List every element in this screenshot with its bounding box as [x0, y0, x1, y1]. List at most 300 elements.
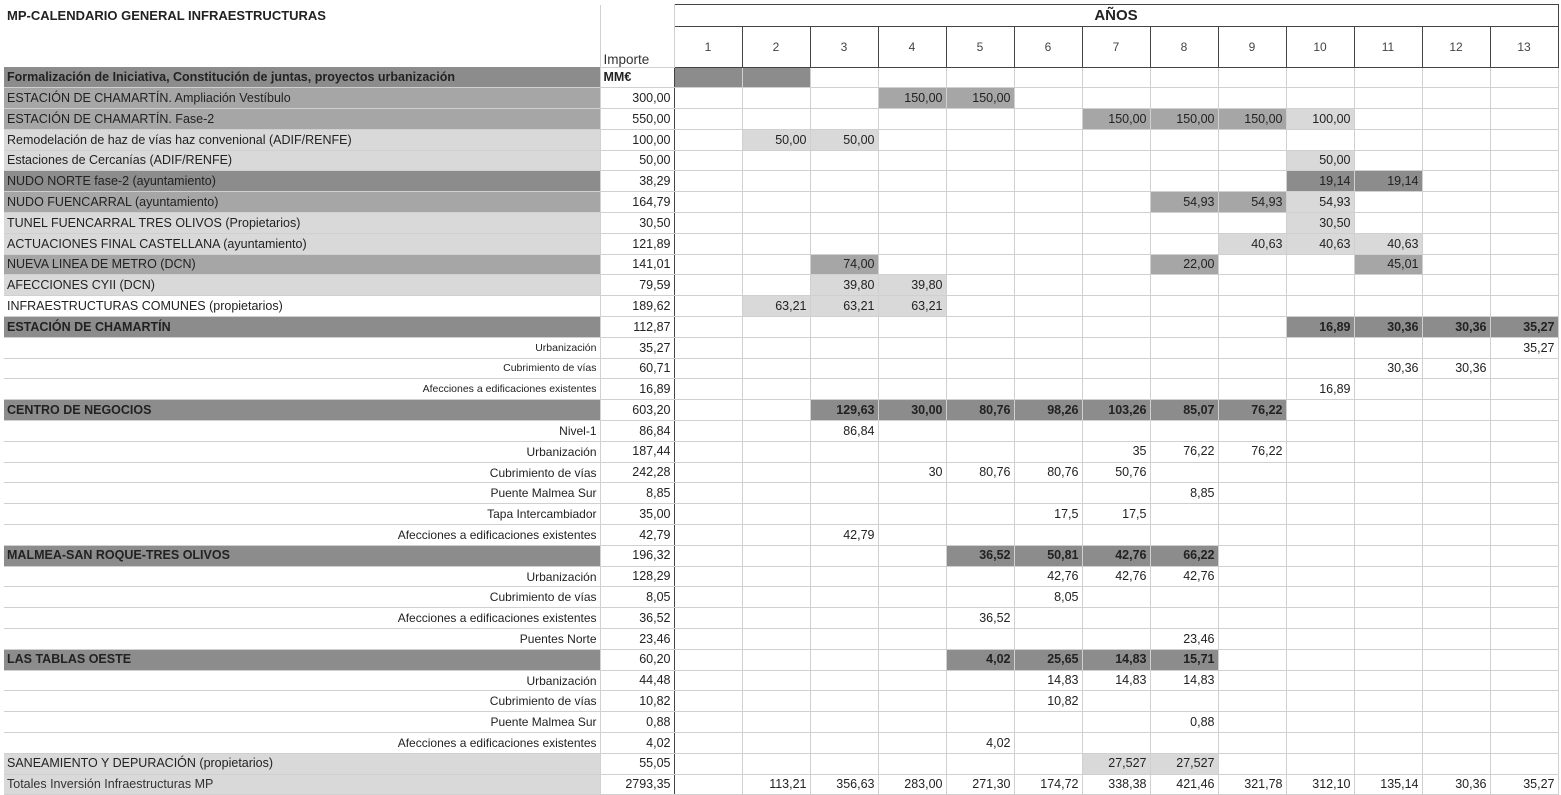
year-cell-3	[810, 483, 878, 504]
year-header-4: 4	[878, 27, 946, 68]
year-cell-7	[1082, 233, 1150, 254]
year-cell-7: 103,26	[1082, 400, 1150, 421]
year-cell-6	[1014, 109, 1082, 130]
year-cell-2	[742, 441, 810, 462]
year-cell-8	[1150, 733, 1218, 754]
year-cell-10	[1286, 587, 1354, 608]
year-cell-3	[810, 712, 878, 733]
year-cell-11	[1354, 88, 1422, 109]
year-cell-3	[810, 213, 878, 234]
year-cell-5	[946, 358, 1014, 379]
table-row	[4, 670, 1558, 691]
year-cell-9	[1218, 150, 1286, 171]
year-cell-13	[1490, 88, 1558, 109]
year-cell-9	[1218, 753, 1286, 774]
table-row	[4, 525, 1558, 546]
year-cell-9	[1218, 213, 1286, 234]
year-cell-11	[1354, 712, 1422, 733]
totals-year-12: 30,36	[1422, 774, 1490, 795]
year-cell-3	[810, 317, 878, 338]
year-cell-2	[742, 483, 810, 504]
year-cell-1	[674, 317, 742, 338]
year-cell-5	[946, 421, 1014, 442]
year-cell-10	[1286, 88, 1354, 109]
year-header-9: 9	[1218, 27, 1286, 68]
year-cell-7: 14,83	[1082, 670, 1150, 691]
year-cell-11	[1354, 691, 1422, 712]
year-cell-6	[1014, 129, 1082, 150]
year-cell-10	[1286, 691, 1354, 712]
year-cell-7	[1082, 192, 1150, 213]
year-cell-9: 54,93	[1218, 192, 1286, 213]
year-cell-6	[1014, 421, 1082, 442]
year-cell-12	[1422, 213, 1490, 234]
year-cell-4	[878, 753, 946, 774]
year-cell-1	[674, 150, 742, 171]
year-cell-3: 74,00	[810, 254, 878, 275]
row-importe: 128,29	[600, 566, 674, 587]
year-cell-9	[1218, 545, 1286, 566]
year-cell-2	[742, 421, 810, 442]
year-cell-4	[878, 379, 946, 400]
year-cell-10	[1286, 400, 1354, 421]
year-cell-11	[1354, 109, 1422, 130]
row-importe: 603,20	[600, 400, 674, 421]
year-cell-9	[1218, 358, 1286, 379]
year-cell-12	[1422, 192, 1490, 213]
year-cell-10	[1286, 649, 1354, 670]
row-label: Cubrimiento de vías	[4, 462, 600, 483]
year-cell-12	[1422, 67, 1490, 88]
year-cell-8: 66,22	[1150, 545, 1218, 566]
year-cell-6: 42,76	[1014, 566, 1082, 587]
year-cell-9	[1218, 649, 1286, 670]
year-cell-4: 30,00	[878, 400, 946, 421]
year-cell-1	[674, 525, 742, 546]
year-cell-8: 8,85	[1150, 483, 1218, 504]
year-cell-3	[810, 379, 878, 400]
year-cell-11: 40,63	[1354, 233, 1422, 254]
table-row	[4, 629, 1558, 650]
year-cell-12	[1422, 504, 1490, 525]
row-importe: 112,87	[600, 317, 674, 338]
year-cell-1	[674, 753, 742, 774]
totals-year-8: 421,46	[1150, 774, 1218, 795]
table-row	[4, 608, 1558, 629]
table-row	[4, 67, 1558, 88]
year-cell-13	[1490, 483, 1558, 504]
year-cell-5	[946, 109, 1014, 130]
year-cell-6: 17,5	[1014, 504, 1082, 525]
row-importe: 36,52	[600, 608, 674, 629]
year-cell-8	[1150, 317, 1218, 338]
year-cell-8: 150,00	[1150, 109, 1218, 130]
year-cell-4	[878, 649, 946, 670]
year-cell-8	[1150, 421, 1218, 442]
year-cell-13	[1490, 441, 1558, 462]
row-importe: 164,79	[600, 192, 674, 213]
year-cell-7	[1082, 150, 1150, 171]
year-cell-5: 36,52	[946, 545, 1014, 566]
table-row	[4, 483, 1558, 504]
year-cell-8: 15,71	[1150, 649, 1218, 670]
row-importe: 60,20	[600, 649, 674, 670]
year-cell-5	[946, 67, 1014, 88]
year-cell-5	[946, 317, 1014, 338]
year-cell-2	[742, 691, 810, 712]
table-row	[4, 691, 1558, 712]
row-label: Remodelación de haz de vías haz convenional (ADIF/RENFE)	[4, 129, 600, 150]
year-cell-4	[878, 733, 946, 754]
year-header-7: 7	[1082, 27, 1150, 68]
year-cell-9	[1218, 379, 1286, 400]
row-label: Estaciones de Cercanías (ADIF/RENFE)	[4, 150, 600, 171]
year-cell-2	[742, 400, 810, 421]
row-label: Cubrimiento de vías	[4, 691, 600, 712]
year-cell-7	[1082, 129, 1150, 150]
year-cell-8	[1150, 233, 1218, 254]
year-cell-7	[1082, 171, 1150, 192]
year-cell-2	[742, 566, 810, 587]
year-cell-5: 4,02	[946, 733, 1014, 754]
table-row	[4, 254, 1558, 275]
row-importe: 23,46	[600, 629, 674, 650]
year-cell-3	[810, 337, 878, 358]
year-cell-2	[742, 587, 810, 608]
year-cell-6	[1014, 233, 1082, 254]
year-cell-10	[1286, 545, 1354, 566]
year-cell-4	[878, 545, 946, 566]
row-label: SANEAMIENTO Y DEPURACIÓN (propietarios)	[4, 753, 600, 774]
totals-year-3: 356,63	[810, 774, 878, 795]
year-cell-4	[878, 441, 946, 462]
table-row	[4, 733, 1558, 754]
row-label: Formalización de Iniciativa, Constitución de juntas, proyectos urbanización	[4, 67, 600, 88]
row-label: Urbanización	[4, 566, 600, 587]
year-cell-4: 63,21	[878, 296, 946, 317]
row-importe: 35,00	[600, 504, 674, 525]
year-cell-8: 27,527	[1150, 753, 1218, 774]
year-cell-5	[946, 171, 1014, 192]
year-cell-13	[1490, 421, 1558, 442]
table-row	[4, 129, 1558, 150]
year-cell-1	[674, 129, 742, 150]
year-cell-11	[1354, 545, 1422, 566]
row-importe: 16,89	[600, 379, 674, 400]
year-cell-5	[946, 192, 1014, 213]
year-cell-13	[1490, 587, 1558, 608]
year-cell-12	[1422, 691, 1490, 712]
table-row	[4, 109, 1558, 130]
year-cell-11	[1354, 525, 1422, 546]
year-cell-11: 30,36	[1354, 317, 1422, 338]
year-cell-7	[1082, 733, 1150, 754]
year-cell-5	[946, 233, 1014, 254]
year-cell-3	[810, 441, 878, 462]
year-cell-2	[742, 233, 810, 254]
year-cell-12	[1422, 649, 1490, 670]
year-cell-2	[742, 213, 810, 234]
row-importe: 35,27	[600, 337, 674, 358]
year-cell-3	[810, 649, 878, 670]
year-cell-1	[674, 504, 742, 525]
year-cell-7: 50,76	[1082, 462, 1150, 483]
year-cell-4: 150,00	[878, 88, 946, 109]
year-cell-13	[1490, 213, 1558, 234]
totals-year-4: 283,00	[878, 774, 946, 795]
year-cell-12	[1422, 296, 1490, 317]
year-cell-1	[674, 670, 742, 691]
year-cell-4	[878, 317, 946, 338]
table-row	[4, 192, 1558, 213]
row-label: LAS TABLAS OESTE	[4, 649, 600, 670]
year-cell-12	[1422, 587, 1490, 608]
year-cell-12	[1422, 171, 1490, 192]
table-row	[4, 712, 1558, 733]
year-cell-6	[1014, 483, 1082, 504]
year-cell-13	[1490, 545, 1558, 566]
year-cell-10	[1286, 566, 1354, 587]
year-cell-10: 19,14	[1286, 171, 1354, 192]
year-cell-6	[1014, 317, 1082, 338]
year-cell-8: 76,22	[1150, 441, 1218, 462]
year-cell-5	[946, 629, 1014, 650]
year-cell-7	[1082, 317, 1150, 338]
row-label: Afecciones a edificaciones existentes	[4, 733, 600, 754]
year-cell-2	[742, 649, 810, 670]
year-cell-8: 14,83	[1150, 670, 1218, 691]
year-cell-4	[878, 109, 946, 130]
year-cell-1	[674, 296, 742, 317]
year-cell-11	[1354, 733, 1422, 754]
year-cell-6	[1014, 150, 1082, 171]
row-label: Cubrimiento de vías	[4, 358, 600, 379]
year-cell-11	[1354, 213, 1422, 234]
year-cell-11	[1354, 462, 1422, 483]
year-header-5: 5	[946, 27, 1014, 68]
year-cell-12	[1422, 525, 1490, 546]
year-cell-9	[1218, 129, 1286, 150]
table-row	[4, 504, 1558, 525]
year-cell-10	[1286, 462, 1354, 483]
year-cell-11	[1354, 192, 1422, 213]
row-importe: 300,00	[600, 88, 674, 109]
year-cell-6	[1014, 629, 1082, 650]
year-cell-10	[1286, 296, 1354, 317]
year-cell-9	[1218, 691, 1286, 712]
year-cell-2	[742, 462, 810, 483]
year-cell-1	[674, 400, 742, 421]
year-cell-5	[946, 566, 1014, 587]
row-label: ESTACIÓN DE CHAMARTÍN. Ampliación Vestíbulo	[4, 88, 600, 109]
year-cell-8: 42,76	[1150, 566, 1218, 587]
year-cell-12	[1422, 566, 1490, 587]
year-cell-13	[1490, 629, 1558, 650]
year-cell-10	[1286, 670, 1354, 691]
year-cell-6	[1014, 608, 1082, 629]
row-label: Tapa Intercambiador	[4, 504, 600, 525]
year-cell-13	[1490, 109, 1558, 130]
year-cell-11: 45,01	[1354, 254, 1422, 275]
year-cell-12	[1422, 753, 1490, 774]
year-cell-9	[1218, 670, 1286, 691]
year-cell-6: 25,65	[1014, 649, 1082, 670]
year-cell-7	[1082, 629, 1150, 650]
year-cell-8: 22,00	[1150, 254, 1218, 275]
year-cell-9: 150,00	[1218, 109, 1286, 130]
year-cell-4	[878, 483, 946, 504]
year-cell-1	[674, 608, 742, 629]
year-cell-4	[878, 192, 946, 213]
year-cell-5	[946, 275, 1014, 296]
year-cell-6	[1014, 525, 1082, 546]
year-cell-6	[1014, 733, 1082, 754]
year-cell-10	[1286, 358, 1354, 379]
year-cell-10	[1286, 67, 1354, 88]
year-cell-5	[946, 379, 1014, 400]
year-cell-13	[1490, 566, 1558, 587]
year-cell-13	[1490, 233, 1558, 254]
year-cell-8	[1150, 296, 1218, 317]
year-cell-12	[1422, 629, 1490, 650]
year-cell-7	[1082, 254, 1150, 275]
year-cell-6: 14,83	[1014, 670, 1082, 691]
row-label: Urbanización	[4, 441, 600, 462]
row-label: Afecciones a edificaciones existentes	[4, 525, 600, 546]
year-cell-9	[1218, 171, 1286, 192]
year-cell-10: 100,00	[1286, 109, 1354, 130]
year-cell-12	[1422, 483, 1490, 504]
year-cell-11	[1354, 129, 1422, 150]
year-cell-8: 23,46	[1150, 629, 1218, 650]
year-cell-9	[1218, 504, 1286, 525]
year-cell-13	[1490, 67, 1558, 88]
year-cell-3: 86,84	[810, 421, 878, 442]
year-cell-1	[674, 462, 742, 483]
row-importe: 187,44	[600, 441, 674, 462]
year-cell-2	[742, 358, 810, 379]
year-cell-6	[1014, 712, 1082, 733]
year-cell-9: 40,63	[1218, 233, 1286, 254]
year-cell-12	[1422, 441, 1490, 462]
year-header-12: 12	[1422, 27, 1490, 68]
year-cell-3	[810, 109, 878, 130]
year-cell-9	[1218, 88, 1286, 109]
year-cell-3	[810, 670, 878, 691]
year-cell-13	[1490, 358, 1558, 379]
year-cell-1	[674, 67, 742, 88]
year-cell-10: 54,93	[1286, 192, 1354, 213]
year-cell-9: 76,22	[1218, 441, 1286, 462]
year-cell-7	[1082, 525, 1150, 546]
year-cell-12	[1422, 733, 1490, 754]
year-cell-3	[810, 608, 878, 629]
year-cell-1	[674, 254, 742, 275]
table-row	[4, 441, 1558, 462]
year-cell-10: 16,89	[1286, 317, 1354, 338]
totals-year-2: 113,21	[742, 774, 810, 795]
year-cell-7: 42,76	[1082, 545, 1150, 566]
year-cell-10	[1286, 254, 1354, 275]
year-cell-11	[1354, 400, 1422, 421]
year-cell-6	[1014, 171, 1082, 192]
year-cell-10	[1286, 712, 1354, 733]
year-cell-8	[1150, 150, 1218, 171]
year-cell-12	[1422, 712, 1490, 733]
year-cell-5: 4,02	[946, 649, 1014, 670]
year-cell-2	[742, 608, 810, 629]
year-cell-1	[674, 733, 742, 754]
table-row	[4, 566, 1558, 587]
year-cell-2	[742, 379, 810, 400]
year-cell-4	[878, 525, 946, 546]
year-cell-13	[1490, 379, 1558, 400]
year-cell-2	[742, 337, 810, 358]
year-cell-8	[1150, 275, 1218, 296]
row-label: Cubrimiento de vías	[4, 587, 600, 608]
year-cell-9: 76,22	[1218, 400, 1286, 421]
year-cell-7: 17,5	[1082, 504, 1150, 525]
year-cell-11	[1354, 649, 1422, 670]
year-cell-8	[1150, 504, 1218, 525]
row-importe: 60,71	[600, 358, 674, 379]
year-cell-7	[1082, 587, 1150, 608]
year-cell-7	[1082, 483, 1150, 504]
year-cell-3: 39,80	[810, 275, 878, 296]
year-cell-3	[810, 88, 878, 109]
year-cell-1	[674, 213, 742, 234]
year-cell-6	[1014, 753, 1082, 774]
year-cell-2	[742, 733, 810, 754]
year-cell-1	[674, 275, 742, 296]
year-cell-12	[1422, 421, 1490, 442]
year-cell-9	[1218, 337, 1286, 358]
year-cell-5	[946, 504, 1014, 525]
year-cell-5	[946, 587, 1014, 608]
year-cell-11	[1354, 421, 1422, 442]
year-cell-4	[878, 504, 946, 525]
year-cell-11	[1354, 296, 1422, 317]
year-cell-7	[1082, 691, 1150, 712]
table-row	[4, 213, 1558, 234]
year-cell-4	[878, 566, 946, 587]
row-label: NUDO NORTE fase-2 (ayuntamiento)	[4, 171, 600, 192]
row-importe: 79,59	[600, 275, 674, 296]
table-row	[4, 171, 1558, 192]
year-cell-4	[878, 691, 946, 712]
year-cell-13	[1490, 608, 1558, 629]
year-cell-8	[1150, 462, 1218, 483]
year-cell-12	[1422, 400, 1490, 421]
year-cell-10	[1286, 275, 1354, 296]
year-cell-8	[1150, 67, 1218, 88]
year-cell-9	[1218, 67, 1286, 88]
year-cell-11	[1354, 441, 1422, 462]
year-cell-8	[1150, 88, 1218, 109]
year-cell-7	[1082, 275, 1150, 296]
year-cell-4: 30	[878, 462, 946, 483]
row-label: CENTRO DE NEGOCIOS	[4, 400, 600, 421]
year-cell-2	[742, 150, 810, 171]
row-label: Puente Malmea Sur	[4, 483, 600, 504]
year-cell-13	[1490, 753, 1558, 774]
year-cell-3: 42,79	[810, 525, 878, 546]
year-cell-4	[878, 670, 946, 691]
year-cell-2	[742, 67, 810, 88]
year-cell-9	[1218, 462, 1286, 483]
year-cell-2	[742, 109, 810, 130]
year-cell-1	[674, 88, 742, 109]
